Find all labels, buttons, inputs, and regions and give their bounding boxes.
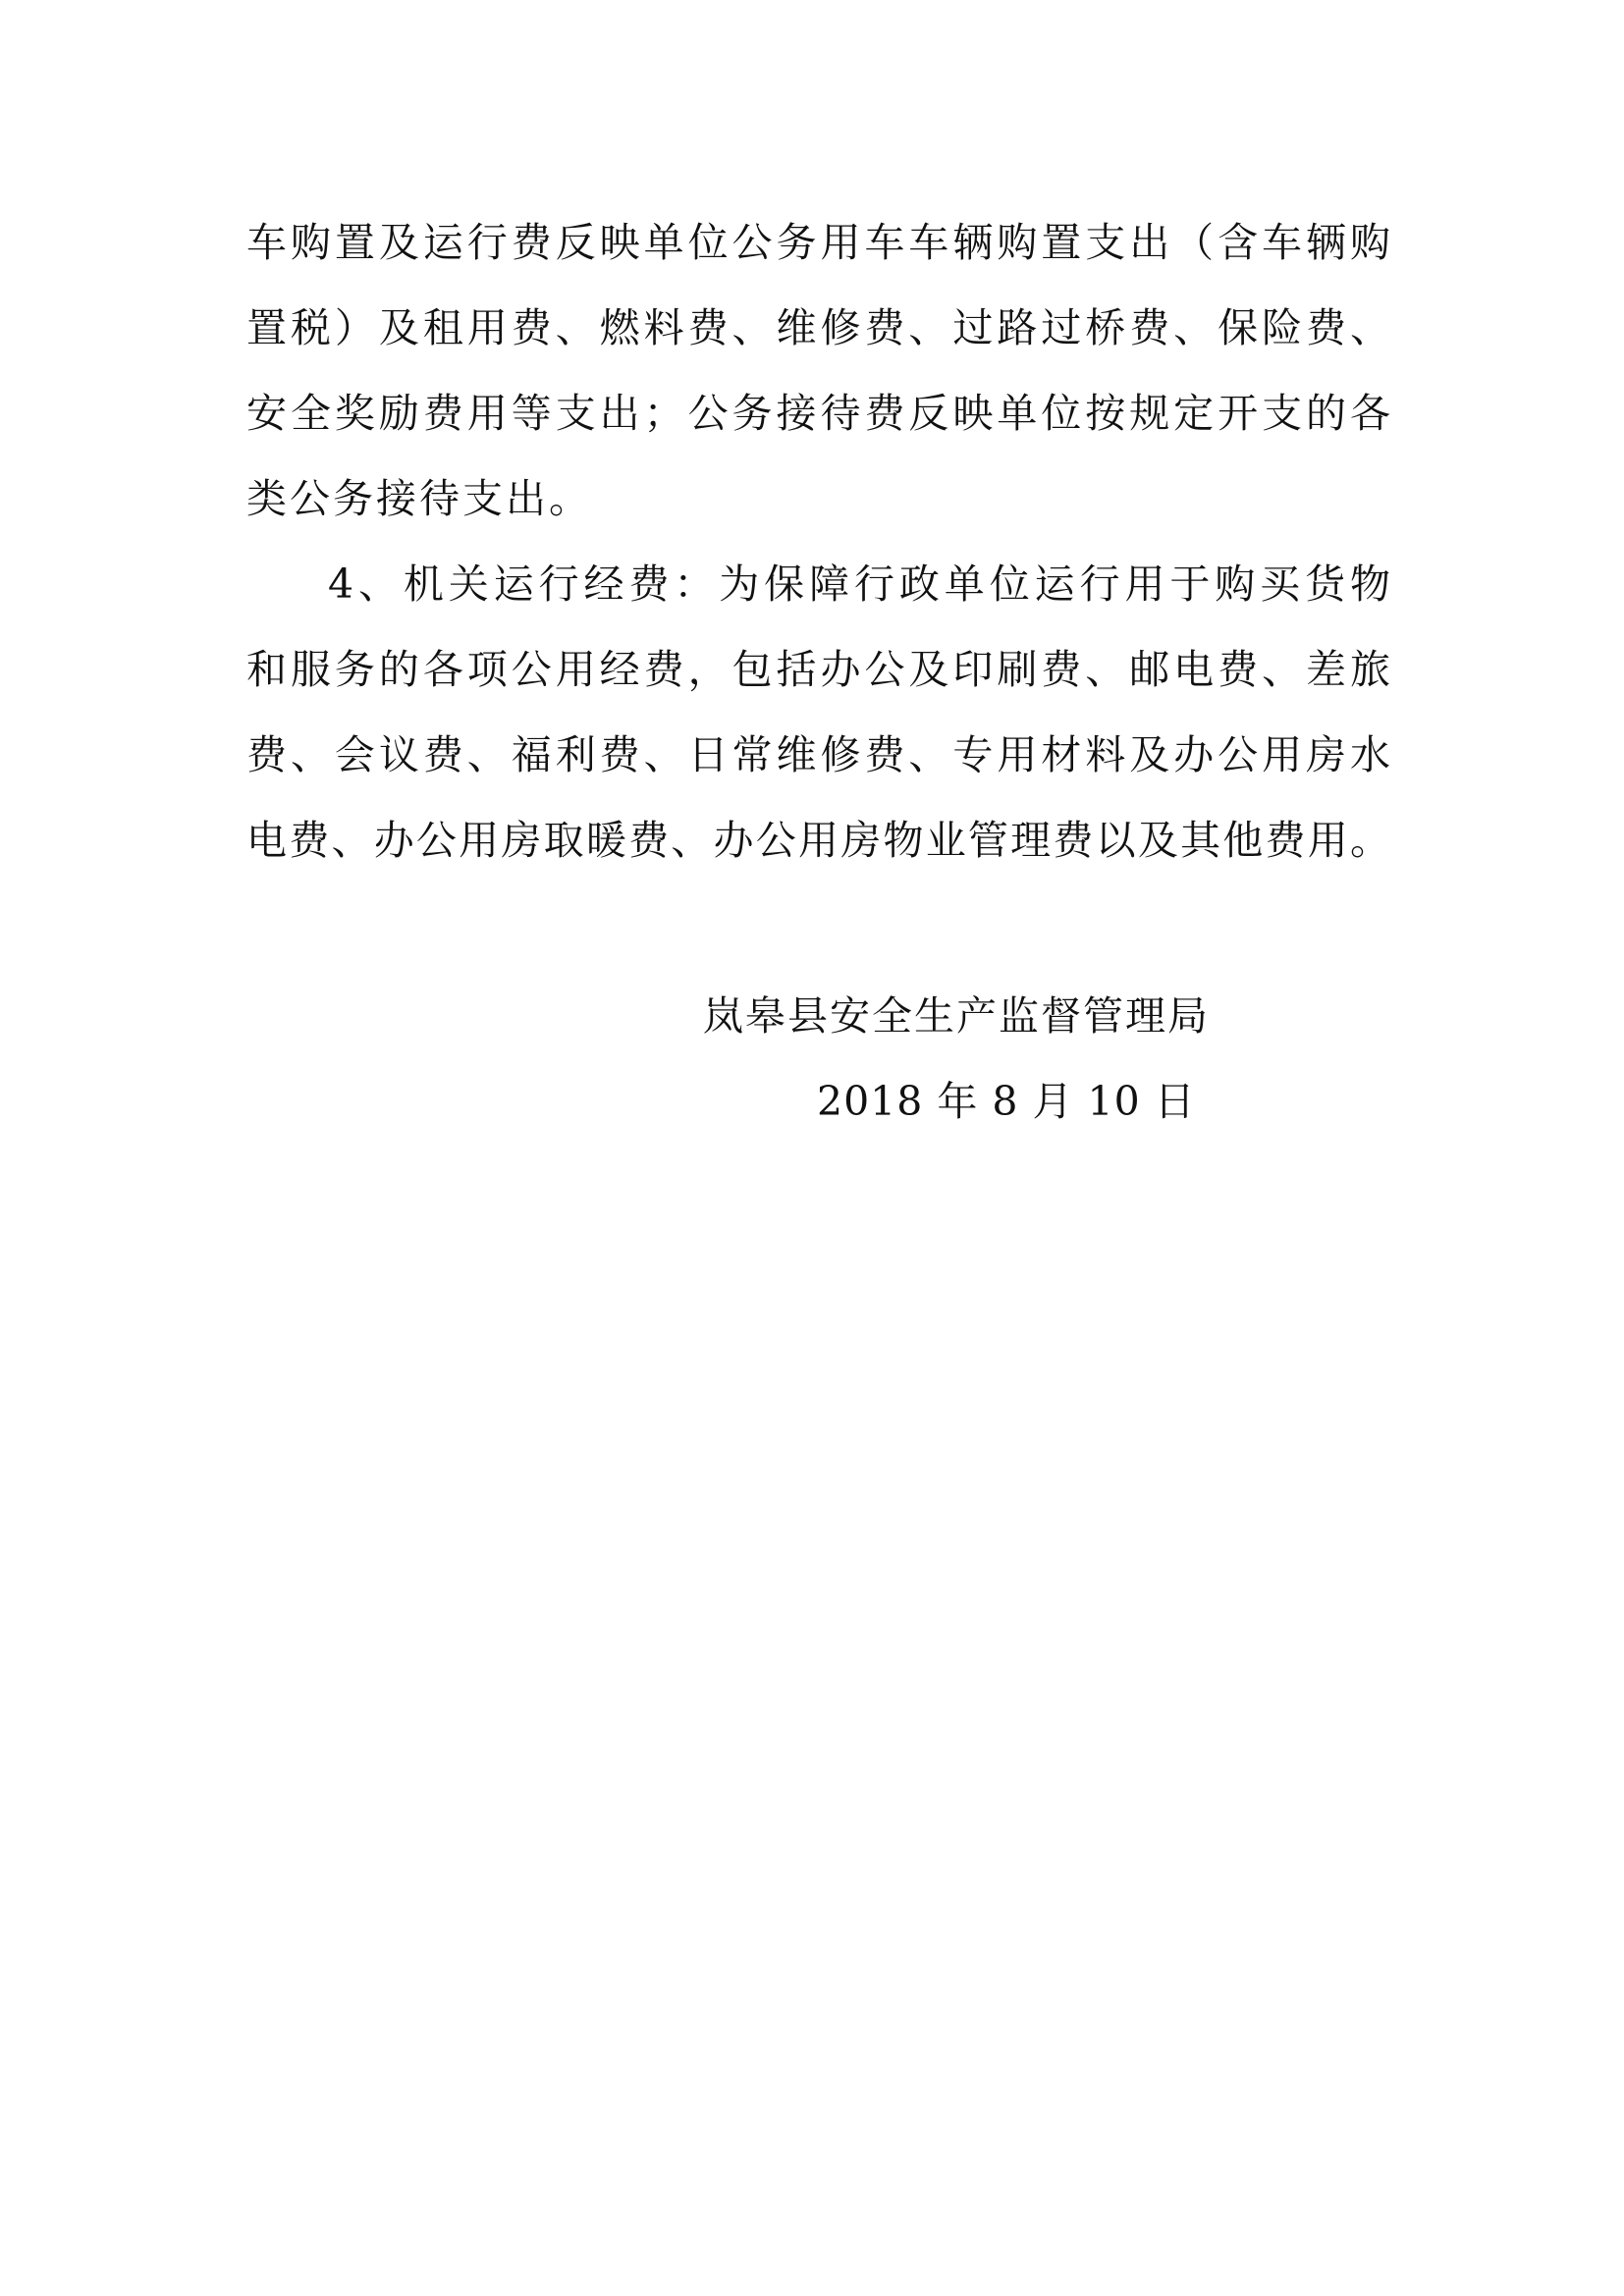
paragraph-line: 电费、办公用房取暖费、办公用房物业管理费以及其他费用。 <box>246 817 1390 864</box>
paragraph-line: 类公务接待支出。 <box>246 475 592 522</box>
body-text <box>246 208 1390 891</box>
paragraph-line: 和服务的各项公用经费，包括办公及印刷费、邮电费、差旅 <box>246 646 1390 693</box>
paragraph-line: 费、会议费、福利费、日常维修费、专用材料及办公用房水 <box>246 731 1390 778</box>
paragraph-line: 置税）及租用费、燃料费、维修费、过路过桥费、保险费、 <box>246 304 1390 351</box>
paragraph-line: 4、机关运行经费：为保障行政单位运行用于购买货物 <box>328 561 1390 608</box>
paragraph-line: 安全奖励费用等支出；公务接待费反映单位按规定开支的各 <box>246 390 1390 437</box>
paragraph-line: 车购置及运行费反映单位公务用车车辆购置支出（含车辆购 <box>246 219 1390 266</box>
issuer-signature: 岚皋县安全生产监督管理局 <box>703 992 1210 1040</box>
issue-date: 2018 年 8 月 10 日 <box>817 1078 1196 1125</box>
